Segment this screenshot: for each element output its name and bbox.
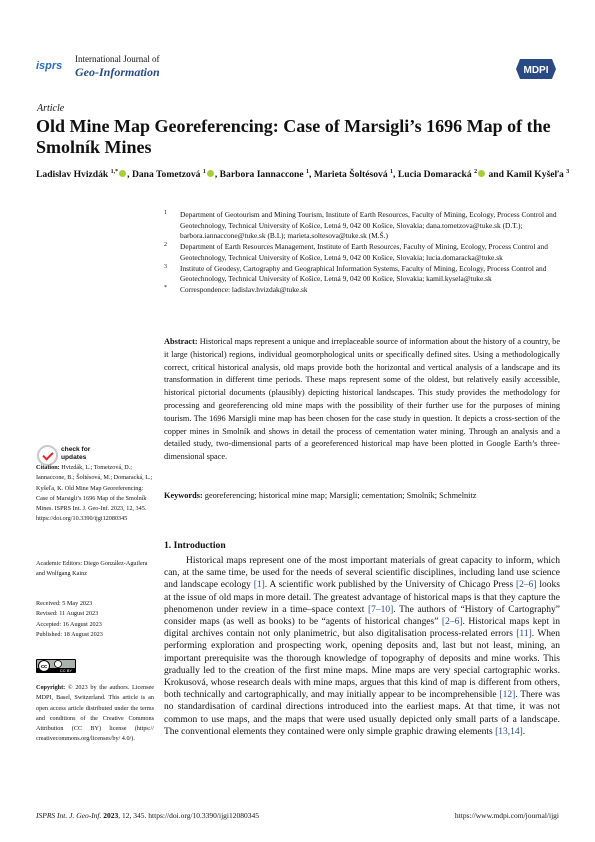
author-name: Dana Tometzová [131,169,201,181]
author-affiliation-mark: 1 [306,169,310,175]
paragraph-text: . Historical maps kept in digital archives contain not only planimetric, but also digitalisation process-related errors [164,617,560,640]
revised-date: Revised: 11 August 2023 [36,610,99,618]
citation-text: Hvizdák, L.; Tometzová, D.; Iannaccone, B.; Šoltésová, M.; Domaracká, L.; Kyšeľa, K. Old Mine Map Georeferencing: Case of Marsigli’s 1696 Map of the Smolník Mines. ISPRS Int. J. Geo-Inf. 2023, 12, 345. https://doi.org/10.3390/ijgi12080345 [36,464,153,523]
affiliation-text: Institute of Geodesy, Cartography and Geographical Information Systems, Faculty of Mining, Ecology, Process Control and Geotechnology, Technical University of Košice, Letná 9, 042 00 Košice, Slovakia; kamil.kysela@tuke.sk [180,263,547,284]
section-heading: 1. Introduction [164,540,226,551]
introduction-paragraph [164,555,560,738]
orcid-icon[interactable] [478,170,485,177]
dates-block [36,599,154,640]
abstract-text: Historical maps represent a unique and irreplaceable source of information about the history of a country, be it large (historical) regions, individual geomorphological units or specifically defined sites. Using a methodologically correct, critical historical analysis, old maps provide both the horizontal and vertical analysis of a landscape and its transformation in different time periods. These maps represent some of the oldest, but relatively easily accessible, historical pictorial documents (plausibly) depicting historical landscapes. This study provides the methodology for processing and georeferencing old mine maps with the possibility of their further use for the purposes of mining tourism. The 1696 Marsigli mine map has been chosen for the case study in question. It depicts a cross-section of the copper mines in Smolník and shows in detail the process of cementation water mining. Through an analysis and a detailed study, two-dimensional parts of a georeferenced historical map have been plotted in Google Earth’s three-dimensional space. [164,337,560,462]
footer-journal: ISPRS Int. J. Geo-Inf. [36,811,102,820]
citation-block [36,463,154,525]
affiliation-text: Correspondence: ladislav.hvizdak@tuke.sk [180,284,308,294]
author-affiliation-mark: 1 [202,169,206,175]
citation-link[interactable]: [7–10] [367,604,394,615]
footer-journal-url[interactable]: https://www.mdpi.com/journal/ijgi [454,811,559,820]
citation-link[interactable]: [12] [499,690,516,701]
author-affiliation-mark: 3 [566,169,570,175]
paragraph-text: Historical maps represent one of the most important materials of great capacity to inform, which can, at the same time, be used for the needs of several scientific disciplines, including land use science and landscape ecology [164,556,560,591]
affiliations [164,210,564,296]
isprs-logo [36,57,68,73]
cc-by-license-icon[interactable] [36,659,76,673]
abstract-label: Abstract: [164,337,198,346]
affiliation-number: 1 [164,210,167,216]
author-affiliation-mark: 1 [390,169,394,175]
copyright-label: Copyright: [36,684,66,691]
affiliation-item [164,242,564,263]
paragraph-text: . When performing exploration and prospecting work, opening deposits and, last but not least, mining, an important prerequisite was the thorough knowledge of topography of deposits and mine works. This gradually led to the creation of the first mine maps. Mine maps are very special cartographic works. Krokusová, whose research deals with mine maps, argues that this kind of map is different from others, both technically and cartographically, and may initially appear to be incomprehensible [164,629,561,701]
paper-title: Old Mine Map Georeferencing: Case of Marsigli’s 1696 Map of the Smolník Mines [36,116,551,157]
citation-label: Citation: [36,464,60,471]
author-name: Barbora Iannaccone [219,169,304,181]
affiliation-text: Department of Geotourism and Mining Tourism, Institute of Earth Resources, Faculty of Mining, Ecology, Process Control and Geotechnology, Technical University of Košice, Letná 9, 042 00 Košice, Slovakia; dana.tometzova@tuke.sk (D.T.); barbora.iannaccone@tuke.sk (B.I.); marieta.soltesova@tuke.sk (M.Š.) [180,210,557,241]
check-updates-line1: check for [61,446,91,453]
footer-citation [36,811,259,820]
svg-text:cc: cc [40,664,48,670]
orcid-icon[interactable] [119,170,126,177]
journal-name-line1: International Journal of [75,54,160,64]
affiliation-number: * [164,284,167,291]
affiliation-item [164,264,564,285]
affiliation-item [164,210,564,242]
author-affiliation-mark: 1,* [110,169,119,175]
affiliation-number: 3 [164,263,167,270]
paragraph-text: . A scientific work published by the University of Chicago Press [264,580,517,591]
author-list: Ladislav Hvizdák $^{1,*}$ , Dana Tometzová $^1$ , Barbora Iannaccone $^1$, Marieta Šoltésová $^1$, Lucia Domaracká $^2$ and Kamil Kyšeľa $^3$ [36,169,570,181]
affiliation-text: Department of Earth Resources Management, Institute of Earth Resources, Faculty of Mining, Ecology, Process Control and Geotechnology, Technical University of Košice, Letná 9, 042 00 Košice, Slovakia; lucia.domaracka@tuke.sk [180,242,548,262]
journal-name-line2: Geo-Information [75,65,160,79]
copyright-text: © 2023 by the authors. Licensee MDPI, Basel, Switzerland. This article is an open access article distributed under the terms and conditions of the Creative Commons Attribution (CC BY) license (https:// creativecommons.org/licenses/by/ 4.0/). [36,684,154,743]
citation-link[interactable]: [13,14] [495,726,523,737]
copyright-block [36,683,154,745]
author-affiliation-mark: 2 [474,169,478,175]
citation-link[interactable]: [2–6] [516,580,537,591]
citation-link[interactable]: [11] [516,629,532,640]
keywords [164,490,560,502]
article-type: Article [37,103,65,114]
footer-year: 2023 [103,811,119,820]
received-date: Received: 5 May 2023 [36,600,93,607]
author-name: Ladislav Hvizdák [36,169,109,181]
keywords-text: georeferencing; historical mine map; Marsigli; cementation; Smolník; Schmelnitz [204,491,477,500]
paragraph-text: looks at the issue of old maps in more detail. The greatest advantage of historical maps is that they capture the phenomenon under review in a time–space context [164,580,560,615]
author-name: Marieta Šoltésová [313,169,388,181]
paragraph-text: . [522,726,526,737]
affiliation-item [164,285,564,296]
cc-badge-text: CC BY [59,668,73,673]
paragraph-text: . There was no standardisation of cardinal directions introduced into the earliest maps. At that time, it was not common to use maps, and the maps that were used usually depicted only small parts of a landscape. The conventional elements they contained were only simple graphic drawing elements [164,690,560,737]
citation-link[interactable]: [2–6] [441,617,463,628]
author-name: Lucia Domaracká [397,169,472,181]
academic-editors: Academic Editors: Diego González-Aguilera and Wolfgang Kainz [36,560,148,578]
abstract [164,336,560,464]
published-date: Published: 18 August 2023 [36,630,103,638]
author-name: Kamil Kyšeľa [506,169,564,181]
paragraph-text: . The authors of “History of Cartography” consider maps (as well as books) to be “agents of historical changes” [164,604,561,628]
footer-doi[interactable]: , 12, 345. https://doi.org/10.3390/ijgi12080345 [118,811,259,820]
mdpi-logo [516,59,556,79]
accepted-date: Accepted: 16 August 2023 [36,620,102,628]
orcid-icon[interactable] [207,170,214,177]
affiliation-number: 2 [164,242,167,249]
keywords-label: Keywords: [164,491,203,500]
svg-text:MDPI: MDPI [523,65,549,76]
citation-link[interactable]: [1] [253,580,265,591]
check-updates-line2: updates [61,454,87,461]
svg-text:isprs: isprs [36,60,63,72]
